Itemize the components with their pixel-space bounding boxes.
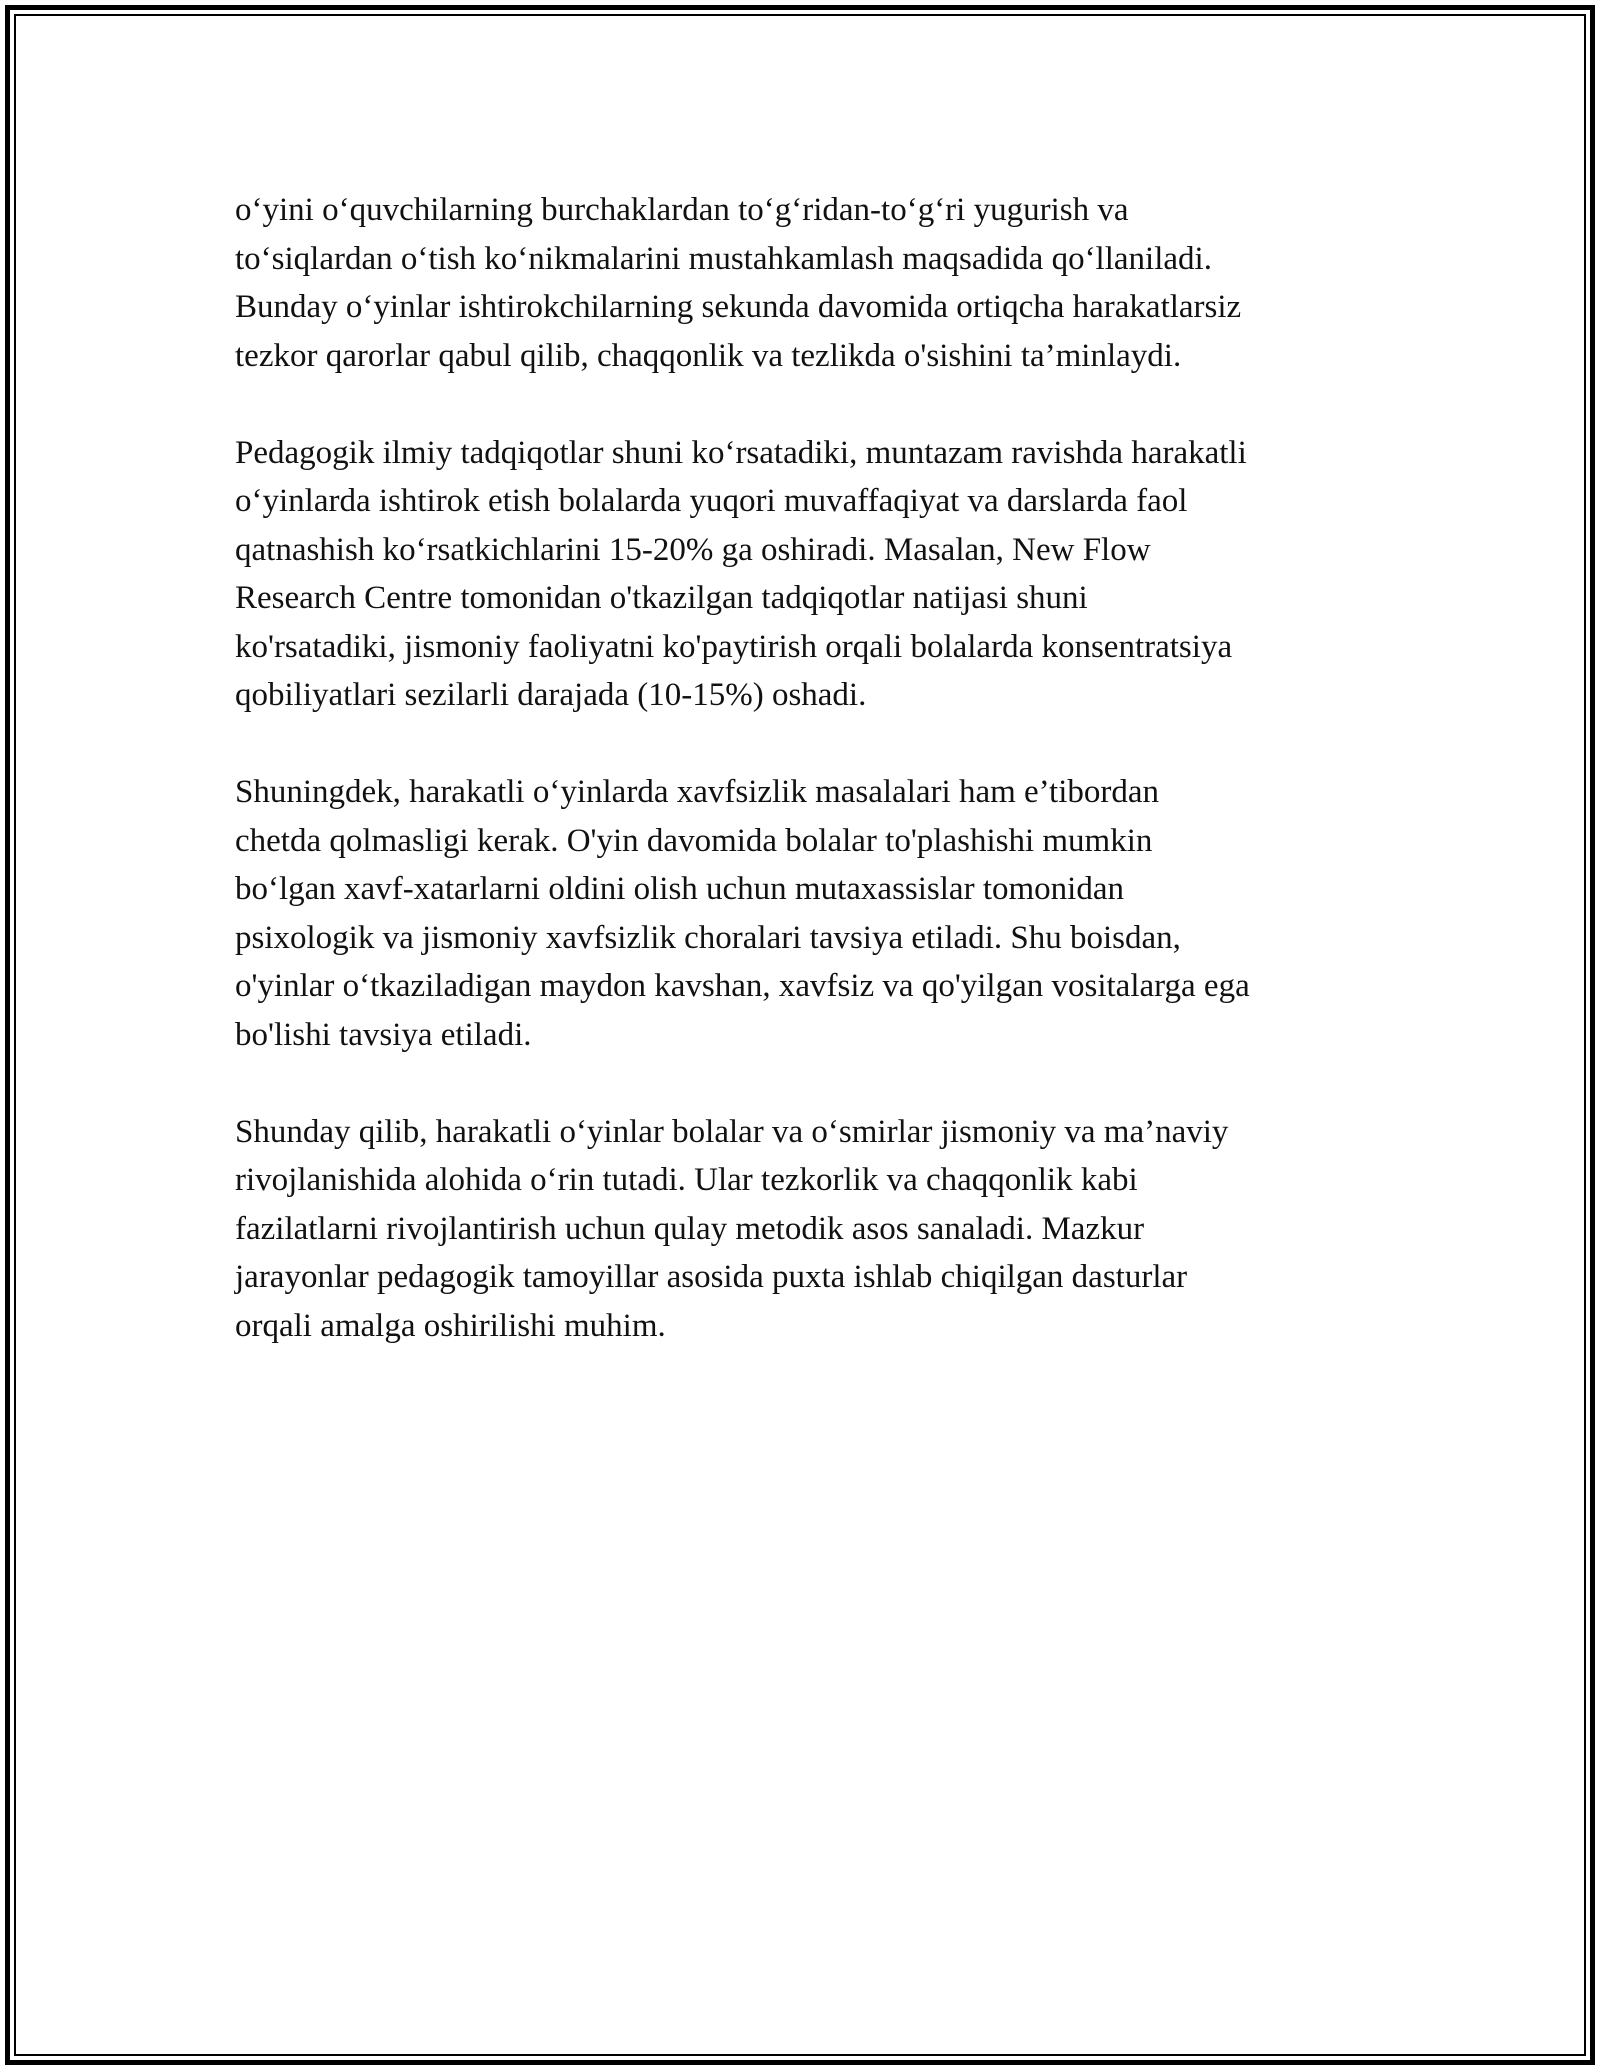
text-line: orqali amalga oshirilishi muhim. <box>235 1307 666 1344</box>
text-line: Shuningdek, harakatli o‘yinlarda xavfsizlik masalalari ham e’tibordan <box>235 774 1160 810</box>
text-line: chetda qolmasligi kerak. O'yin davomida bolalar to'plashishi mumkin <box>235 822 1153 859</box>
text-line: Pedagogik ilmiy tadqiqotlar shuni ko‘rsatadiki, muntazam ravishda harakatli <box>235 434 1247 471</box>
text-line: o'yinlar o‘tkaziladigan maydon kavshan, xavfsiz va qo'yilgan vositalarga ega <box>235 968 1250 1004</box>
document-body <box>235 186 1375 1399</box>
text-line: ko'rsatadiki, jismoniy faoliyatni ko'paytirish orqali bolalarda konsentratsiya <box>235 628 1233 665</box>
paragraph-4 <box>235 1108 1375 1351</box>
text-line: bo'lishi tavsiya etiladi. <box>235 1016 532 1053</box>
text-line: Bunday o‘yinlar ishtirokchilarning sekunda davomida ortiqcha harakatlarsiz <box>235 289 1242 325</box>
text-line: Shunday qilib, harakatli o‘yinlar bolalar va o‘smirlar jismoniy va ma’naviy <box>235 1113 1229 1150</box>
paragraph-3 <box>235 768 1375 1059</box>
text-line: tezkor qarorlar qabul qilib, chaqqonlik va tezlikda o'sishini ta’minlaydi. <box>235 337 1182 374</box>
text-line: o‘yini o‘quvchilarning burchaklardan to‘g‘ridan-to‘g‘ri yugurish va <box>235 192 1129 228</box>
text-line: to‘siqlardan o‘tish ko‘nikmalarini mustahkamlash maqsadida qo‘llaniladi. <box>235 240 1212 277</box>
text-line: jarayonlar pedagogik tamoyillar asosida puxta ishlab chiqilgan dasturlar <box>235 1259 1188 1295</box>
text-line: qatnashish ko‘rsatkichlarini 15-20% ga oshiradi. Masalan, New Flow <box>235 531 1151 568</box>
text-line: rivojlanishida alohida o‘rin tutadi. Ular tezkorlik va chaqqonlik kabi <box>235 1162 1138 1198</box>
text-line: qobiliyatlari sezilarli darajada (10-15%) oshadi. <box>235 677 867 713</box>
text-line: bo‘lgan xavf-xatarlarni oldini olish uchun mutaxassislar tomonidan <box>235 871 1124 907</box>
text-line: fazilatlarni rivojlantirish uchun qulay metodik asos sanaladi. Mazkur <box>235 1210 1145 1247</box>
text-line: o‘yinlarda ishtirok etish bolalarda yuqori muvaffaqiyat va darslarda faol <box>235 483 1188 519</box>
text-line: Research Centre tomonidan o'tkazilgan tadqiqotlar natijasi shuni <box>235 580 1088 616</box>
paragraph-2 <box>235 429 1375 720</box>
paragraph-1 <box>235 186 1375 380</box>
text-line: psixologik va jismoniy xavfsizlik choralari tavsiya etiladi. Shu boisdan, <box>235 919 1181 956</box>
